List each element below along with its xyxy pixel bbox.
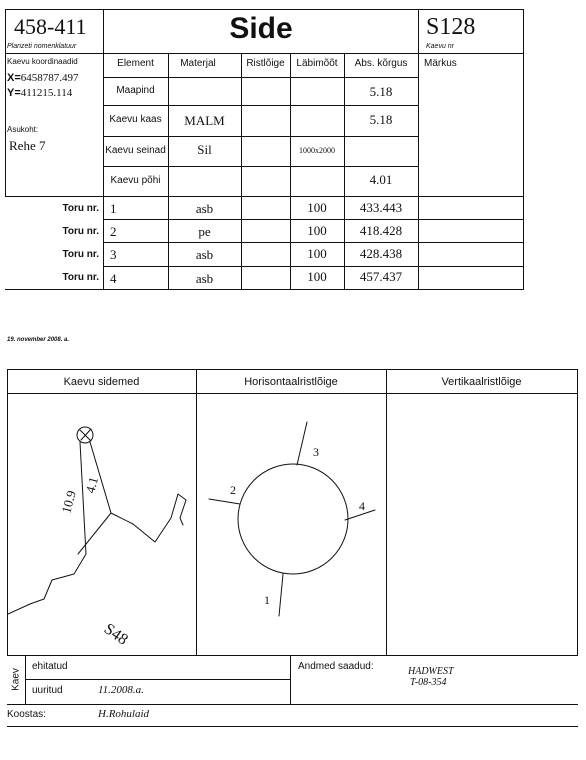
horizontal-section-sketch — [197, 394, 386, 654]
row-element: Kaevu seinad — [105, 145, 166, 156]
pipe-line-1 — [279, 574, 283, 616]
built-label: ehitatud — [32, 661, 68, 672]
coord-x-value: 6458787.497 — [20, 72, 79, 84]
well-side-label: Kaev — [10, 668, 22, 691]
coords-label: Kaevu koordinaadid — [7, 57, 78, 66]
surveyed-value: 11.2008.a. — [98, 684, 144, 696]
pipe-label-2: 2 — [230, 483, 236, 497]
well-outline-circle — [238, 464, 348, 574]
sketch-note-c: S48 — [100, 620, 131, 649]
pipe-diameter: 100 — [307, 246, 327, 261]
well-number-label: Kaevu nr — [426, 43, 455, 50]
pipe-diameter: 100 — [307, 269, 327, 284]
pipe-label: Toru nr. — [62, 249, 99, 260]
data-from-line2: T-08-354 — [410, 677, 447, 688]
pipe-diameter: 100 — [307, 223, 327, 238]
pipe-line-2 — [209, 499, 240, 504]
col-header-diameter: Läbimõõt — [296, 58, 338, 69]
pipe-abs-height: 433.443 — [359, 200, 403, 215]
pipe-number: 3 — [110, 247, 117, 262]
row-element: Kaevu kaas — [109, 114, 162, 125]
well-symbol-cross — [80, 429, 91, 441]
compiled-value: H.Rohulaid — [98, 708, 150, 720]
row-abs-height: 5.18 — [369, 112, 393, 127]
pipe-label: Toru nr. — [62, 226, 99, 237]
coord-x-label: X= — [7, 72, 21, 84]
row-element: Maapind — [116, 85, 155, 96]
surveyed-label: uuritud — [32, 685, 63, 696]
row-material: MALM — [184, 113, 225, 128]
col-header-abs-height: Abs. kõrgus — [354, 58, 408, 69]
panel-title-vertical: Vertikaalristlõige — [441, 376, 522, 388]
data-from-label: Andmed saadud: — [298, 661, 374, 672]
data-from-line1: HADWEST — [408, 666, 454, 677]
location-value: Rehe 7 — [9, 138, 46, 153]
panel-title-connections: Kaevu sidemed — [63, 376, 140, 388]
col-header-notes: Märkus — [424, 58, 457, 69]
sketch-note-a: 10.9 — [58, 488, 79, 515]
well-number-value: S128 — [426, 14, 476, 40]
pipe-line-3 — [297, 422, 307, 465]
coord-y-label: Y= — [7, 87, 21, 99]
connection-line-branch — [90, 442, 186, 542]
compiled-label: Koostas: — [7, 709, 46, 720]
location-label: Asukoht: — [7, 125, 39, 134]
pipe-number: 2 — [110, 224, 117, 239]
row-material: Sil — [197, 142, 212, 157]
nomenclature-value: 458-411 — [14, 14, 87, 39]
date-line: 19. november 2008. a. — [7, 337, 70, 343]
panel-title-horizontal: Horisontaalristlõige — [244, 376, 338, 388]
pipe-label: Toru nr. — [62, 203, 99, 214]
pipe-material: asb — [195, 271, 214, 286]
col-header-material: Materjal — [180, 58, 216, 69]
pipe-abs-height: 428.438 — [359, 246, 403, 261]
col-header-cross-section: Ristlõige — [246, 58, 285, 69]
pipe-diameter: 100 — [307, 200, 327, 215]
pipe-label-4: 4 — [359, 499, 365, 513]
connection-line-main — [8, 442, 86, 614]
pipe-label-1: 1 — [264, 593, 270, 607]
pipe-label-3: 3 — [313, 445, 319, 459]
pipe-number: 1 — [110, 201, 117, 216]
pipe-material: pe — [198, 224, 211, 239]
pipe-abs-height: 457.437 — [359, 269, 403, 284]
row-abs-height: 5.18 — [369, 84, 393, 99]
row-diameter: 1000x2000 — [299, 146, 335, 155]
pipe-material: asb — [195, 201, 214, 216]
row-abs-height: 4.01 — [369, 172, 393, 187]
sketch-note-b: 4.1 — [82, 475, 102, 495]
nomenclature-label: Planzeti nomenklatuur — [7, 43, 77, 50]
pipe-material: asb — [195, 247, 214, 262]
pipe-label: Toru nr. — [62, 272, 99, 283]
connections-sketch — [8, 394, 196, 654]
col-header-element: Element — [117, 58, 154, 69]
coord-y — [7, 87, 72, 99]
coord-y-value: 411215.114 — [20, 87, 73, 99]
coord-x — [7, 72, 79, 84]
pipe-number: 4 — [110, 271, 117, 286]
pipe-abs-height: 418.428 — [359, 223, 403, 238]
connection-line-cross — [78, 513, 111, 554]
row-element: Kaevu põhi — [110, 175, 161, 186]
form-title: Side — [229, 12, 293, 45]
